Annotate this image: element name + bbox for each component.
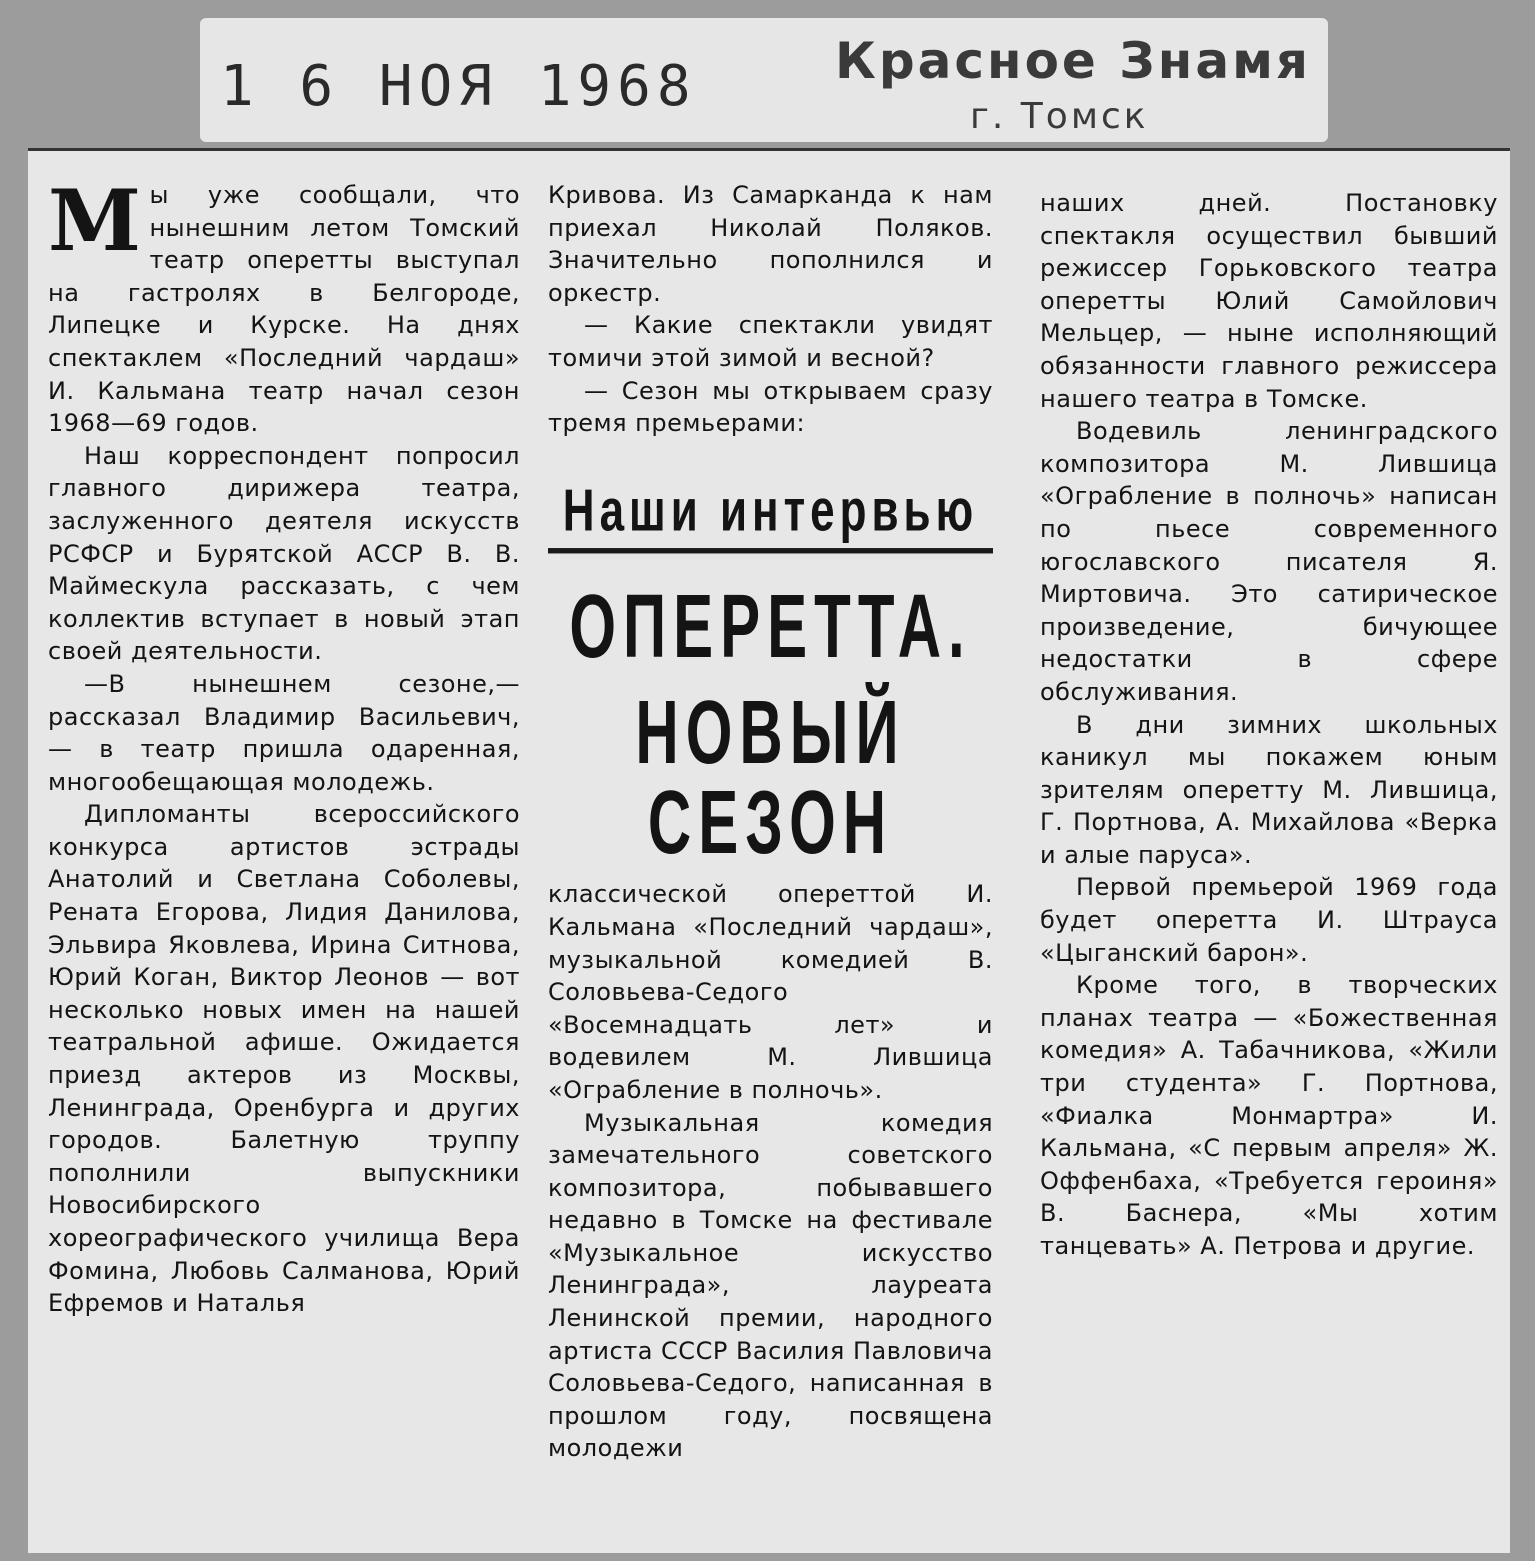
newspaper-clipping <box>28 148 1510 1553</box>
article-paragraph: В дни зимних школьных каникул мы покажем юным зрителям оперетту М. Лившица, Г. Портнова, А. Михайлова «Верка и алые паруса». <box>1040 710 1498 869</box>
headline-line-1: ОПЕРЕТТА. <box>569 576 972 677</box>
article-paragraph: — Какие спектакли увидят томичи этой зимой и весной? <box>548 311 993 372</box>
paragraph-text: ы уже сообщали, что нынешним летом Томский театр оперетты выступал на гастролях в Белгороде, Липецке и Курске. На днях спектаклем «Последний чардаш» И. Кальмана театр начал сезон 1968—69 годов. <box>48 181 520 438</box>
article-paragraph: Музыкальная комедия замечательного советского композитора, побывавшего недавно в Томске на фестивале «Музыкальное искусство Ленинграда», лауреата Ленинской премии, народного артиста СССР Василия Павловича Соловьева-Седого, написанная в прошлом году, посвящена молодежи <box>548 1108 993 1463</box>
article-paragraph: Наш корреспондент попросил главного дирижера театра, заслуженного деятеля искусств РСФСР и Бурятской АССР В. В. Маймескула рассказать, с чем коллектив вступает в новый этап своей деятельности. <box>48 441 520 666</box>
article-paragraph: Кроме того, в творческих планах театра — «Божественная комедия» А. Табачникова, «Жили три студента» Г. Портнова, «Фиалка Монмартра» И. Кальмана, «С первым апреля» Ж. Оффенбаха, «Требуется героиня» В. Баснера, «Мы хотим танцевать» А. Петрова и другие. <box>1040 971 1498 1260</box>
stamp-newspaper-name: Красное Знамя <box>835 32 1312 90</box>
stamp-city: г. Томск <box>970 96 1149 137</box>
article-column-1 <box>48 171 520 1320</box>
article-column-2 <box>548 179 993 1465</box>
article-paragraph: Водевиль ленинградского композитора М. Лившица «Ограбление в полночь» написан по пьесе современного югославского писателя Я. Миртовича. Это сатирическое произведение, бичующее недостатки в сфере обслуживания. <box>1040 417 1498 706</box>
drop-cap: М <box>48 171 142 270</box>
article-paragraph: —В нынешнем сезоне,— рассказал Владимир Васильевич, — в театр пришла одаренная, многообещающая молодежь. <box>48 669 520 796</box>
stamp-date: 1 6 НОЯ 1968 <box>220 54 697 119</box>
article-paragraph: Дипломанты всероссийского конкурса артистов эстрады Анатолий и Светлана Соболевы, Рената Егорова, Лидия Данилова, Эльвира Яковлева, Ирина Ситнова, Юрий Коган, Виктор Леонов — вот несколько новых имен на нашей театральной афише. Ожидается приезд актеров из Москвы, Ленинграда, Оренбурга и других городов. Балетную труппу пополнили выпускники Новосибирского хореографического училища Вера Фомина, Любовь Салманова, Юрий Ефремов и Наталья <box>48 800 520 1318</box>
headline-line-2: НОВЫЙ СЕЗОН <box>635 682 906 873</box>
archive-stamp-strip <box>200 18 1328 142</box>
rubric-heading: Наши интервью <box>548 490 993 553</box>
article-column-3 <box>1040 187 1498 1263</box>
article-paragraph: наших дней. Постановку спектакля осуществил бывший режиссер Горьковского театра оперетты Юлий Самойлович Мельцер, — ныне исполняющий обязанности главного режиссера нашего театра в Томске. <box>1040 189 1498 413</box>
article-paragraph: классической опереттой И. Кальмана «Последний чардаш», музыкальной комедией В. Соловьева-Седого «Восемнадцать лет» и водевилем М. Лившица «Ограбление в полночь». <box>548 880 993 1104</box>
article-paragraph <box>48 171 520 440</box>
column-2-continuation <box>548 878 993 1465</box>
article-paragraph: Первой премьерой 1969 года будет оперетта И. Штрауса «Цыганский барон». <box>1040 873 1498 967</box>
article-paragraph: Кривова. Из Самарканда к нам приехал Николай Поляков. Значительно пополнился и оркестр. <box>548 181 993 307</box>
article-paragraph: — Сезон мы открываем сразу тремя премьерами: <box>548 376 993 438</box>
